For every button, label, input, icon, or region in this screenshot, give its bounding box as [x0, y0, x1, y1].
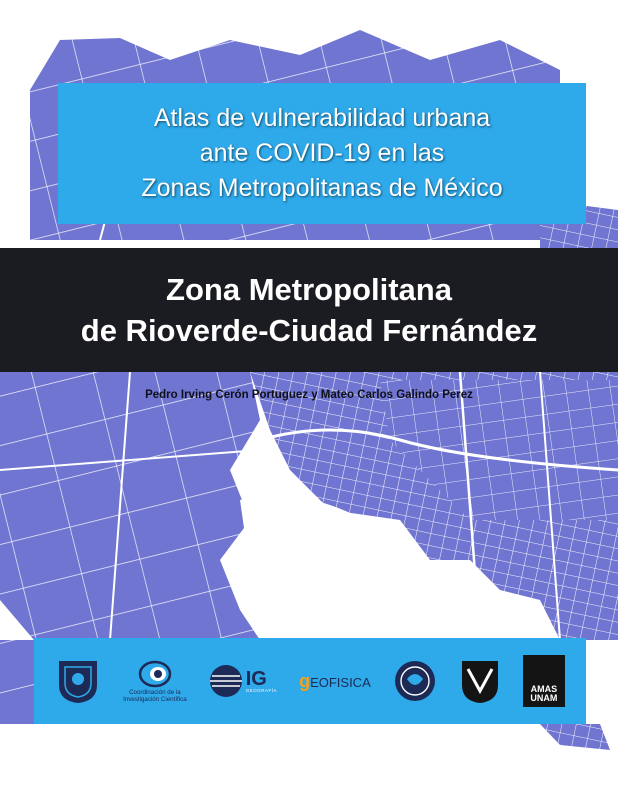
geofisica-logo-text: EOFISICA: [310, 674, 371, 690]
atlas-title-line-1: Atlas de vulnerabilidad urbana: [153, 104, 491, 132]
atlas-title-line-2: ante COVID-19 en las: [199, 139, 445, 167]
zone-title-band: [0, 248, 618, 372]
university-seal-logo: [393, 659, 437, 703]
cic-logo-text-1: Coordinación de la: [129, 689, 181, 696]
cic-logo-text-2: Investigación Científica: [123, 696, 187, 703]
ig-letters: IG: [245, 667, 267, 690]
cic-logo: [123, 659, 187, 703]
geofisica-logo-prefix: g: [299, 670, 311, 691]
geofisica-logo: [299, 671, 371, 692]
amas-unam-logo: [523, 655, 565, 707]
amas-logo-text-2: UNAM: [530, 693, 558, 703]
ciencias-shield-logo: [459, 657, 501, 705]
authors-line: Pedro Irving Cerón Portuguez y Mateo Carlos Galindo Perez: [145, 389, 473, 401]
amas-logo-text-1: AMAS: [530, 684, 558, 694]
ig-geografia-logo: [209, 664, 277, 698]
atlas-title-line-3: Zonas Metropolitanas de México: [141, 174, 503, 202]
institution-logo-strip: [34, 638, 586, 724]
atlas-title-box: [58, 83, 586, 224]
unam-shield-logo: [55, 657, 101, 705]
zone-title-line-1: Zona Metropolitana: [166, 272, 452, 307]
ig-subtitle: GEOGRAFÍA: [245, 687, 278, 693]
zone-title-line-2: de Rioverde-Ciudad Fernández: [80, 313, 538, 348]
